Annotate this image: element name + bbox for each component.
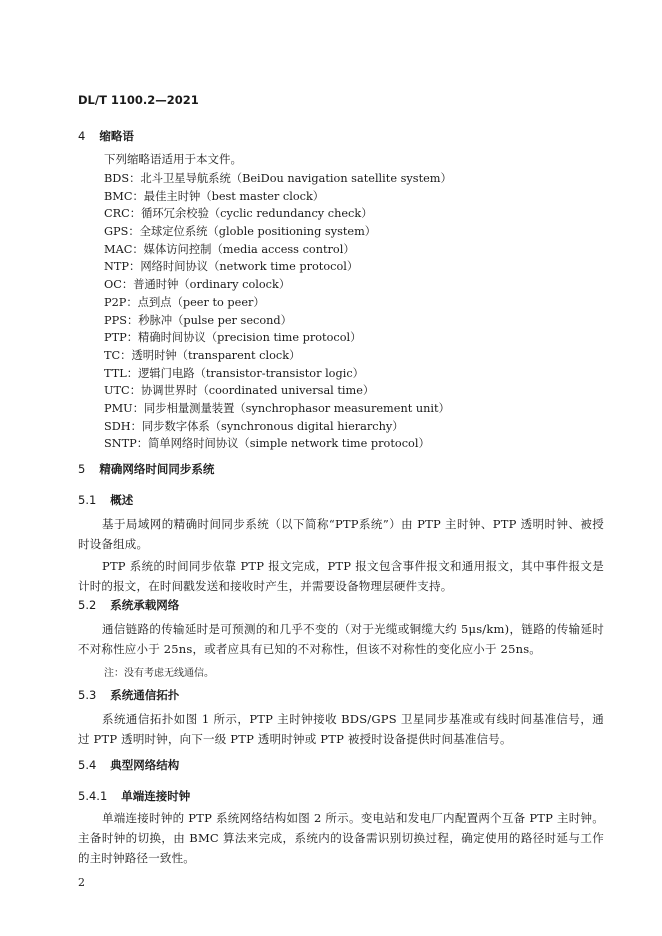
list-item: SNTP：简单网络时间协议（simple network time protocol） <box>104 437 430 451</box>
list-item: OC：普通时钟（ordinary colock） <box>104 278 291 292</box>
list-item: SDH：同步数字体系（synchronous digital hierarchy） <box>104 419 404 433</box>
list-item: GPS：全球定位系统（globle positioning system） <box>104 225 377 239</box>
paragraph-5-4-1: 单端连接时钟的 PTP 系统网络结构如图 2 所示。变电站和发电厂内配置两个互备 PTP 主时钟。主备时钟的切换，由 BMC 算法来完成，系统内的设备需识别切换过程，确定使用的路径时延与工作的主时钟路径一致性。 <box>78 811 604 865</box>
section-4-heading <box>78 128 134 144</box>
section-title: 单端连接时钟 <box>121 789 191 803</box>
section-number: 5.2 <box>78 598 97 612</box>
section-5-heading <box>78 461 214 477</box>
section-title: 缩略语 <box>99 129 134 143</box>
section-title: 典型网络结构 <box>110 758 180 772</box>
list-item: BMC：最佳主时钟（best master clock） <box>104 189 325 203</box>
list-item: PPS：秒脉冲（pulse per second） <box>104 313 292 327</box>
section-title: 系统承载网络 <box>110 598 180 612</box>
list-item: PTP：精确时间协议（precision time protocol） <box>104 331 362 345</box>
list-item: CRC：循环冗余校验（cyclic redundancy check） <box>104 207 373 221</box>
section-title: 概述 <box>110 493 134 507</box>
section-number: 4 <box>78 129 86 143</box>
section-number: 5.3 <box>78 688 97 702</box>
list-item: BDS：北斗卫星导航系统（BeiDou navigation satellite system） <box>104 172 452 185</box>
section-number: 5 <box>78 462 86 476</box>
list-item: TTL：逻辑门电路（transistor-transistor logic） <box>104 366 364 380</box>
list-item: UTC：协调世界时（coordinated universal time） <box>104 384 375 398</box>
section-title: 精确网络时间同步系统 <box>99 462 215 476</box>
paragraph-5-1-a: 基于局域网的精确时间同步系统（以下简称“PTP系统”）由 PTP 主时钟、PTP 透明时钟、被授时设备组成。 <box>78 517 604 551</box>
page-number: 2 <box>78 876 85 889</box>
standard-number-header: DL/T 1100.2—2021 <box>78 93 199 107</box>
list-item: P2P：点到点（peer to peer） <box>104 295 265 309</box>
section-number: 5.4 <box>78 758 97 772</box>
section-5-2-heading <box>78 597 179 613</box>
section-title: 系统通信拓扑 <box>110 688 180 702</box>
section-5-1-heading <box>78 492 133 508</box>
section-number: 5.1 <box>78 493 97 507</box>
section-5-4-1-heading <box>78 788 190 804</box>
paragraph-5-2: 通信链路的传输延时是可预测的和几乎不变的（对于光缆或铜缆大约 5μs/km)，链路的传输延时不对称性应小于 25ns，或者应具有已知的不对称性，但该不对称性的变化应小于 25ns。 <box>78 622 604 656</box>
list-item: MAC：媒体访问控制（media access control） <box>104 242 355 256</box>
section-5-3-heading <box>78 687 179 703</box>
section-5-4-heading <box>78 757 179 773</box>
list-item: TC：透明时钟（transparent clock） <box>104 348 301 362</box>
abbreviation-intro: 下列缩略语适用于本文件。 <box>104 152 242 166</box>
list-item: PMU：同步相量测量装置（synchrophasor measurement unit） <box>104 401 450 415</box>
paragraph-5-3: 系统通信拓扑如图 1 所示，PTP 主时钟接收 BDS/GPS 卫星同步基准或有线时间基准信号，通过 PTP 透明时钟，向下一级 PTP 透明时钟或 PTP 被授时设备提供时间基准信号。 <box>78 712 604 746</box>
abbreviation-list <box>104 170 452 453</box>
paragraph-5-1-b: PTP 系统的时间同步依靠 PTP 报文完成，PTP 报文包含事件报文和通用报文，其中事件报文是计时的报文，在时间戳发送和接收时产生，并需要设备物理层硬件支持。 <box>78 559 604 593</box>
list-item: NTP：网络时间协议（network time protocol） <box>104 260 359 274</box>
note: 注：没有考虑无线通信。 <box>104 668 214 679</box>
section-number: 5.4.1 <box>78 789 108 803</box>
